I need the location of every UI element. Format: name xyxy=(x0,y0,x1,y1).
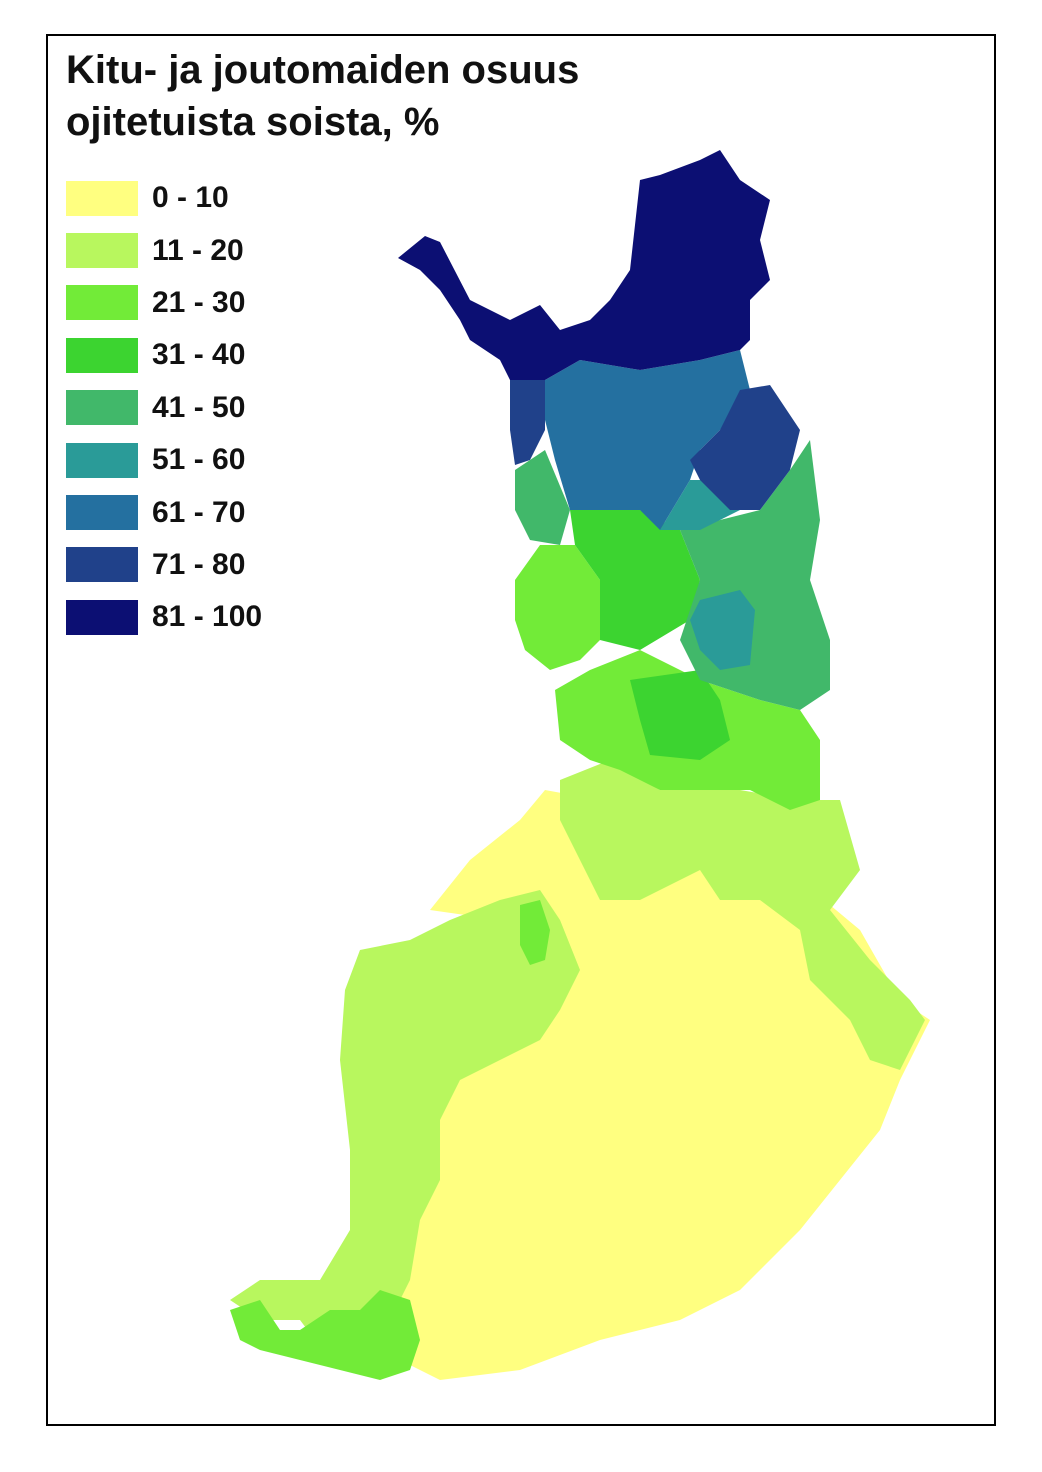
legend-swatch xyxy=(66,547,138,582)
legend-swatch xyxy=(66,443,138,478)
legend-label: 71 - 80 xyxy=(152,547,246,581)
legend-item xyxy=(66,434,262,486)
map-region-north-lapland xyxy=(398,150,770,380)
legend-item xyxy=(66,486,262,538)
legend-item xyxy=(66,224,262,276)
legend-item xyxy=(66,329,262,381)
map-title-line-1: Kitu- ja joutomaiden osuus xyxy=(66,48,580,92)
legend-label: 0 - 10 xyxy=(152,181,229,215)
legend-swatch xyxy=(66,285,138,320)
map-title xyxy=(66,44,579,148)
legend-swatch xyxy=(66,600,138,635)
map-title-line-2: ojitetuista soista, % xyxy=(66,100,440,144)
legend-item xyxy=(66,591,262,643)
legend-item xyxy=(66,382,262,434)
legend-label: 61 - 70 xyxy=(152,495,246,529)
legend-swatch xyxy=(66,390,138,425)
legend-label: 31 - 40 xyxy=(152,338,246,372)
legend-label: 11 - 20 xyxy=(152,233,244,267)
legend-label: 81 - 100 xyxy=(152,600,263,634)
map-legend xyxy=(66,172,262,644)
legend-swatch xyxy=(66,495,138,530)
legend-label: 41 - 50 xyxy=(152,390,246,424)
legend-swatch xyxy=(66,233,138,268)
legend-swatch xyxy=(66,338,138,373)
legend-item xyxy=(66,277,262,329)
map-region-northwest-lapland xyxy=(510,380,545,465)
map-region-oulu-coast xyxy=(515,545,600,670)
legend-label: 51 - 60 xyxy=(152,443,246,477)
legend-label: 21 - 30 xyxy=(152,285,246,319)
legend-item xyxy=(66,172,262,224)
legend-swatch xyxy=(66,181,138,216)
legend-item xyxy=(66,539,262,591)
